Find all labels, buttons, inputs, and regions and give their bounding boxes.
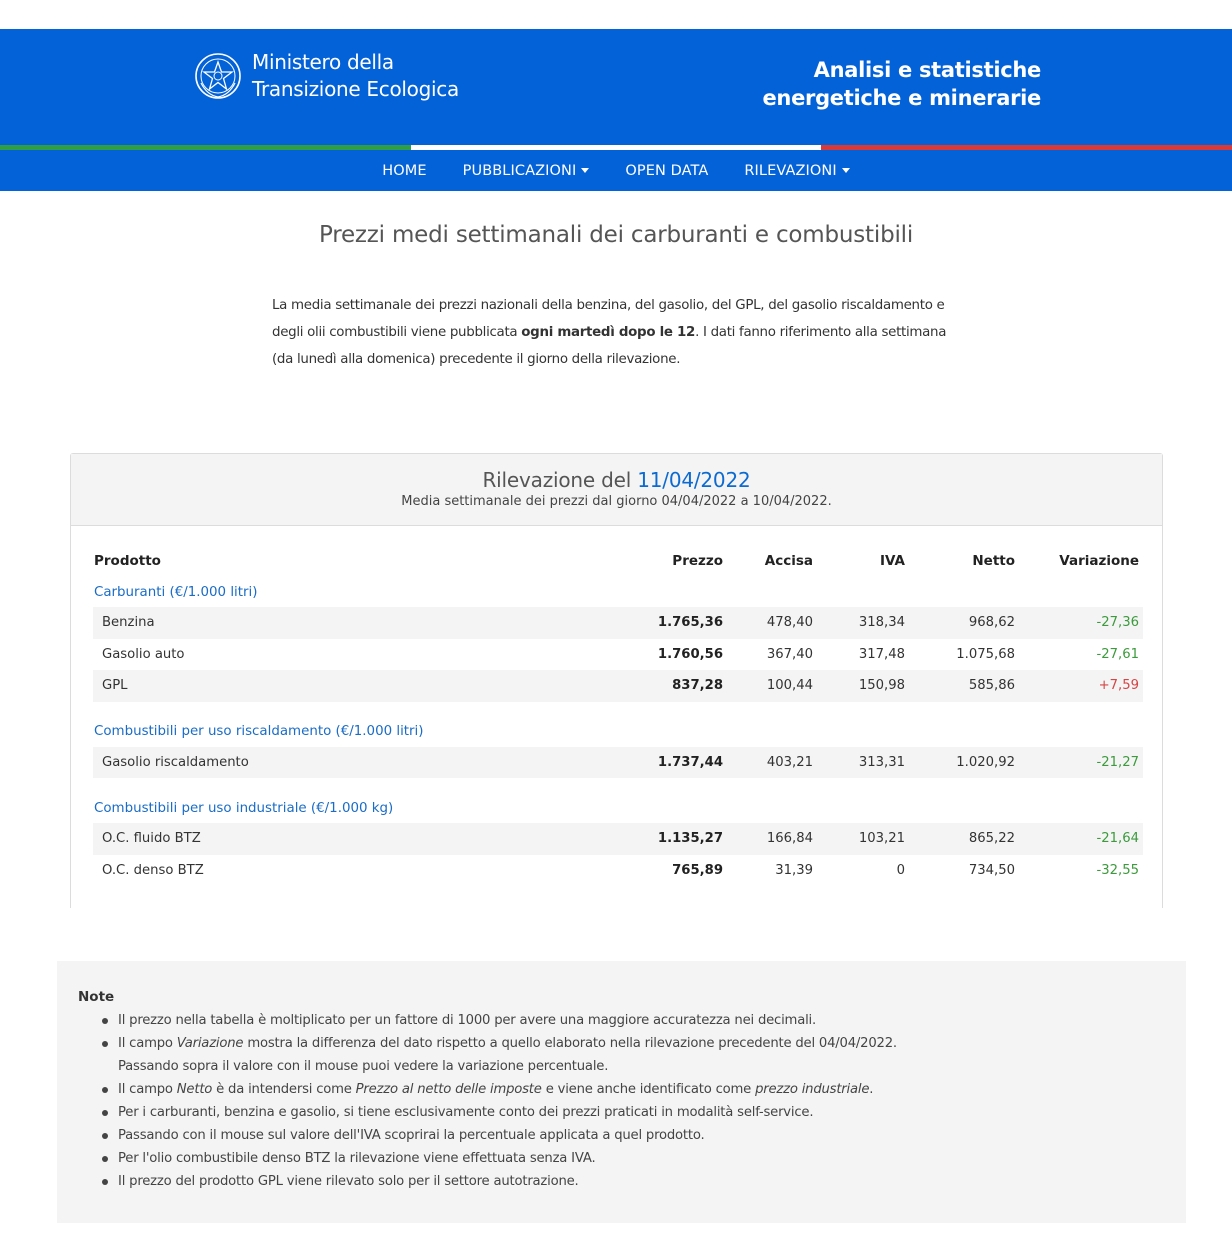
category-row (93, 717, 1143, 747)
list-item (100, 1078, 1186, 1101)
category-label: Combustibili per uso riscaldamento (€/1.000 litri) (94, 724, 424, 739)
card-subtitle: Media settimanale dei prezzi dal giorno 04/04/2022 a 10/04/2022. (401, 494, 832, 509)
nav-open-data[interactable] (625, 163, 708, 179)
site-title-line1: Analisi e statistiche (813, 58, 1041, 82)
spacer-cell (93, 702, 1143, 717)
note-italic: Prezzo al netto delle imposte (355, 1082, 542, 1097)
prices-table (93, 544, 1143, 886)
list-item (100, 1032, 1186, 1078)
spacer-row (93, 778, 1143, 793)
list-item (100, 1170, 1186, 1193)
ministry-logo[interactable] (193, 49, 459, 103)
accisa-cell: 166,84 (727, 823, 817, 855)
netto-cell: 1.020,92 (909, 747, 1019, 779)
header-iva: IVA (879, 552, 905, 569)
ministry-name-line1: Ministero della (252, 50, 394, 74)
nav-pubblicazioni-label: PUBBLICAZIONI (462, 162, 577, 179)
iva-cell[interactable]: 318,34 (817, 607, 909, 639)
product-name: O.C. fluido BTZ (93, 823, 633, 855)
nav-pubblicazioni[interactable] (463, 163, 590, 179)
iva-cell[interactable]: 0 (896, 862, 905, 878)
notes-title: Note (78, 989, 115, 1005)
variazione-cell[interactable]: +7,59 (1019, 670, 1143, 702)
accisa-cell: 100,44 (727, 670, 817, 702)
accisa-cell: 367,40 (766, 646, 813, 662)
note-text: Per i carburanti, benzina e gasolio, si tiene esclusivamente conto dei prezzi praticati in modalità self-service. (118, 1105, 814, 1120)
note-text: è da intendersi come (212, 1082, 356, 1097)
note-text: Passando sopra il valore con il mouse puoi vedere la variazione percentuale. (118, 1059, 609, 1074)
table-row (93, 823, 1143, 855)
accisa-cell: 478,40 (727, 607, 817, 639)
note-text: Passando con il mouse sul valore dell'IVA scoprirai la percentuale applicata a quel prodotto. (118, 1128, 705, 1143)
category-row (93, 577, 1143, 607)
note-text: Il campo (118, 1036, 177, 1051)
product-name: GPL (93, 670, 633, 702)
caret-down-icon (842, 168, 850, 173)
variazione-cell[interactable]: -21,27 (1019, 747, 1143, 779)
iva-cell[interactable]: 150,98 (817, 670, 909, 702)
product-name: Gasolio auto (102, 646, 185, 662)
intro-part2: . I dati fanno riferimento alla settimana (da lunedì alla domenica) precedente il giorno della rilevazione. (272, 325, 947, 367)
list-item (100, 1147, 1186, 1170)
caret-down-icon (581, 168, 589, 173)
notes-list (78, 1009, 1186, 1193)
nav-rilevazioni-label: RILEVAZIONI (744, 162, 837, 179)
netto-cell: 1.075,68 (956, 646, 1015, 662)
category-label: Carburanti (€/1.000 litri) (94, 584, 258, 600)
intro-part1: La media settimanale dei prezzi nazionali della benzina, del gasolio, del GPL, del gasolio riscaldamento e degli olii combustibili viene pubblicata (272, 298, 945, 340)
ministry-name (252, 49, 459, 103)
nav-home[interactable] (382, 163, 426, 179)
header-accisa: Accisa (764, 552, 813, 569)
site-title (762, 56, 1041, 112)
note-text: e viene anche identificato come (541, 1082, 756, 1097)
note-italic: prezzo industriale (755, 1082, 870, 1097)
variazione-cell[interactable]: -27,36 (1019, 607, 1143, 639)
netto-cell: 865,22 (909, 823, 1019, 855)
note-italic: Variazione (176, 1036, 244, 1051)
page-title: Prezzi medi settimanali dei carburanti e combustibili (318, 222, 914, 248)
intro-text (272, 292, 967, 373)
table-header-row (93, 544, 1143, 577)
header-netto: Netto (972, 552, 1015, 569)
table-row (93, 607, 1143, 639)
site-title-line2: energetiche e minerarie (762, 86, 1041, 110)
iva-cell[interactable]: 317,48 (858, 646, 905, 662)
header-prezzo: Prezzo (672, 552, 723, 569)
accisa-cell: 403,21 (727, 747, 817, 779)
note-italic: Netto (176, 1082, 213, 1097)
header-variazione: Variazione (1059, 552, 1139, 569)
republic-emblem-icon (193, 51, 243, 101)
price-cell: 1.737,44 (633, 747, 727, 779)
table-row (93, 639, 1143, 671)
netto-cell: 585,86 (909, 670, 1019, 702)
list-item (100, 1124, 1186, 1147)
site-header (0, 29, 1232, 147)
price-cell: 1.760,56 (657, 646, 723, 662)
price-cell: 837,28 (633, 670, 727, 702)
category-label: Combustibili per uso industriale (€/1.000 kg) (94, 800, 394, 816)
variazione-cell[interactable]: -27,61 (1096, 646, 1139, 662)
list-item (100, 1009, 1186, 1032)
price-cell: 1.765,36 (633, 607, 727, 639)
note-text: Il campo (118, 1082, 177, 1097)
main-nav (0, 150, 1232, 191)
note-text: Il prezzo del prodotto GPL viene rilevato solo per il settore autotrazione. (118, 1174, 579, 1189)
header-prodotto: Prodotto (94, 552, 161, 569)
product-name: Gasolio riscaldamento (93, 747, 633, 779)
notes-panel (57, 961, 1186, 1223)
table-row (93, 670, 1143, 702)
note-text: Per l'olio combustibile denso BTZ la rilevazione viene effettuata senza IVA. (118, 1151, 596, 1166)
ministry-name-line2: Transizione Ecologica (252, 77, 459, 101)
note-text: Il prezzo nella tabella è moltiplicato per un fattore di 1000 per avere una maggiore accuratezza nei decimali. (118, 1013, 816, 1028)
spacer-row (93, 702, 1143, 717)
note-text: . (869, 1082, 874, 1097)
accisa-cell: 31,39 (775, 862, 813, 878)
table-row (93, 747, 1143, 779)
variazione-cell[interactable]: -32,55 (1096, 862, 1139, 878)
spacer-cell (93, 778, 1143, 793)
list-item (100, 1101, 1186, 1124)
prices-card (70, 453, 1163, 908)
category-row (93, 793, 1143, 823)
netto-cell: 968,62 (909, 607, 1019, 639)
intro-bold: ogni martedì dopo le 12 (521, 325, 696, 340)
card-title-prefix: Rilevazione del (482, 468, 638, 492)
price-cell: 765,89 (672, 862, 723, 878)
netto-cell: 734,50 (968, 862, 1015, 878)
card-header (71, 454, 1162, 526)
price-cell: 1.135,27 (633, 823, 727, 855)
survey-date: 11/04/2022 (637, 468, 751, 492)
note-text: mostra la differenza del dato rispetto a quello elaborato nella rilevazione precedente del 04/04/2022. (243, 1036, 897, 1051)
product-name: Benzina (93, 607, 633, 639)
card-title (71, 468, 1162, 492)
product-name: O.C. denso BTZ (102, 862, 204, 878)
table-row (93, 855, 1143, 887)
nav-home-label: HOME (382, 162, 427, 179)
nav-rilevazioni[interactable] (744, 163, 849, 179)
nav-open-data-label: OPEN DATA (625, 162, 709, 179)
iva-cell[interactable]: 103,21 (817, 823, 909, 855)
variazione-cell[interactable]: -21,64 (1019, 823, 1143, 855)
iva-cell[interactable]: 313,31 (817, 747, 909, 779)
